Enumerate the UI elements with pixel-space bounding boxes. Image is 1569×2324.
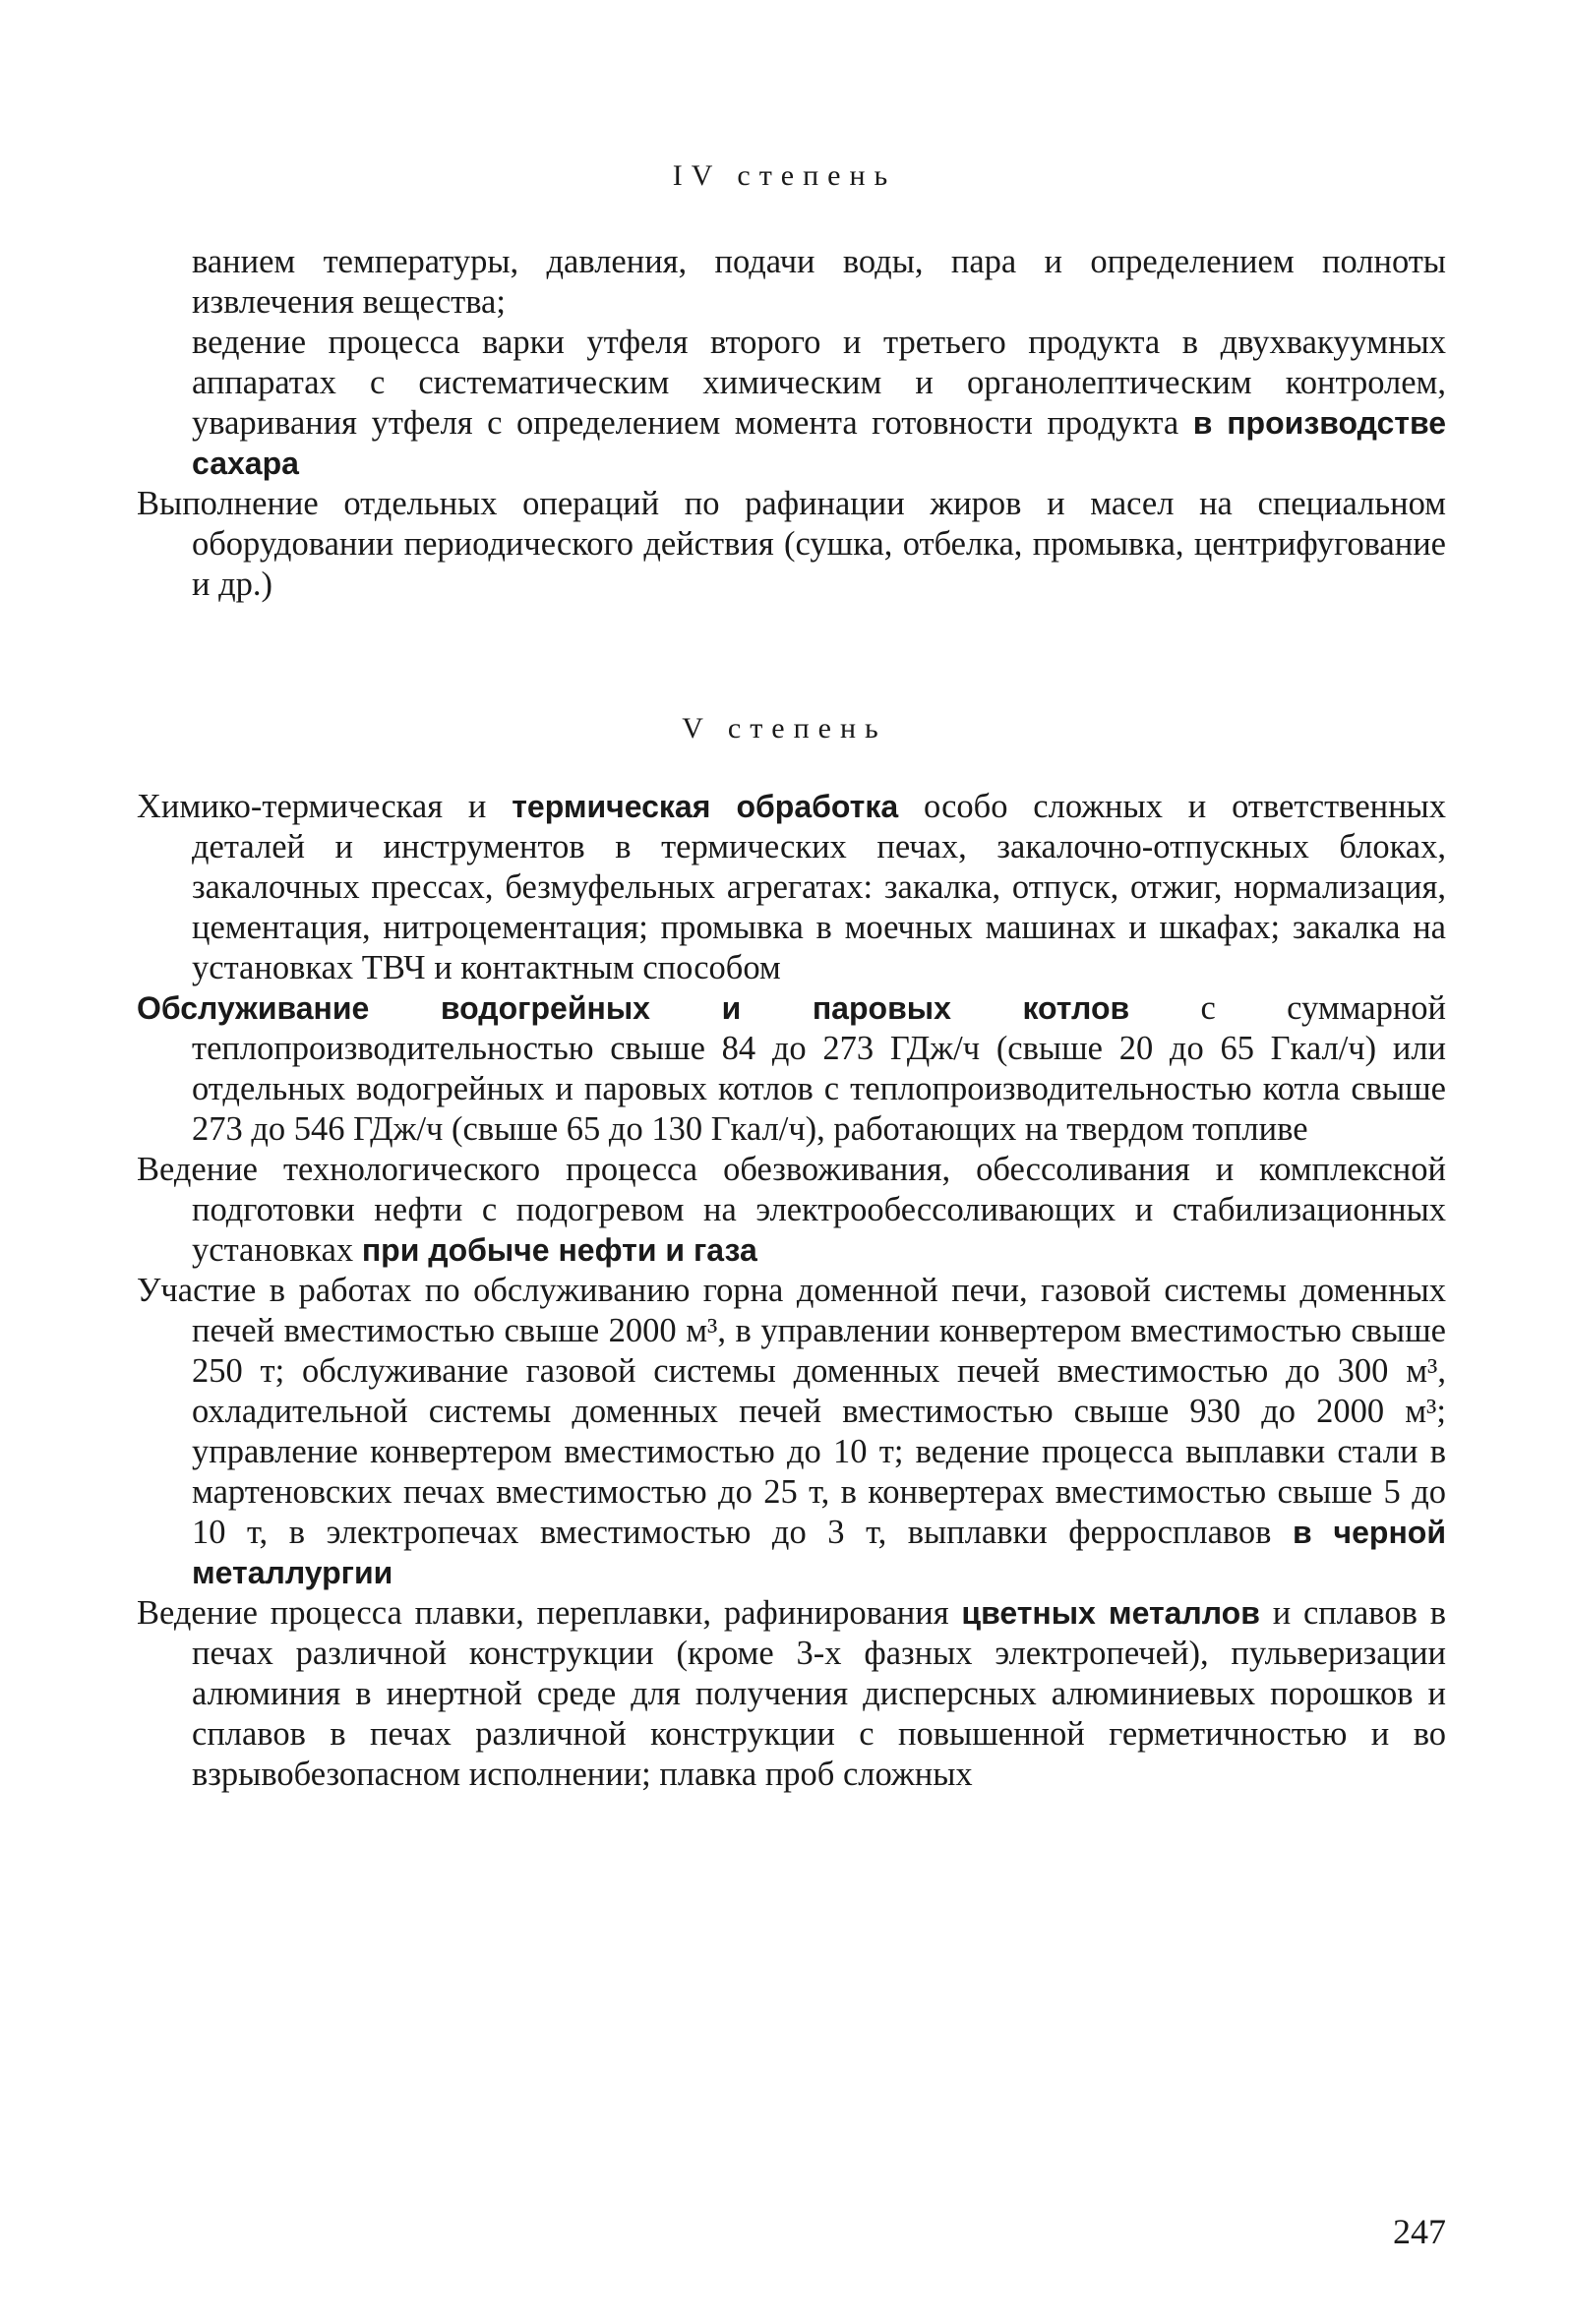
list-item bbox=[0, 323, 1446, 484]
entry-keyword: Обслуживание водогрейных и паровых котлов bbox=[137, 990, 1130, 1026]
list-item bbox=[0, 484, 1446, 605]
entry-industry: при добыче нефти и газа bbox=[361, 1232, 757, 1268]
list-item bbox=[0, 1593, 1446, 1795]
entry-text-post: с суммарной теплопроизводительностью свыше 84 до 273 ГДж/ч (свыше 20 до 65 Гкал/ч) или отдельных водогрейных и паровых котлов с теплопроизводительностью котла свыше 273 до 546 ГДж/ч (свыше 65 до 130 Гкал/ч), работающих на твердом топливе bbox=[192, 989, 1446, 1148]
list-item bbox=[0, 242, 1446, 323]
page-number: 247 bbox=[1393, 2212, 1446, 2251]
entry-text-post: и сплавов в печах различной конструкции (кроме 3-х фазных электропечей), пульверизации алюминия в инертной среде для получения дисперсных алюминиевых порошков и сплавов в печах различной конструкции с повышенной герметичностью и во взрывобезопасном исполнении; плавка проб сложных bbox=[192, 1594, 1447, 1793]
list-item bbox=[0, 787, 1446, 988]
entry-text: ванием температуры, давления, подачи воды, пара и определением полноты извлечения вещества; bbox=[192, 243, 1446, 321]
entry-text: Выполнение отдельных операций по рафинации жиров и масел на специальном оборудовании периодического действия (сушка, отбелка, промывка, центрифугование и др.) bbox=[137, 485, 1446, 603]
section-iv-list bbox=[0, 242, 1446, 605]
entry-text-pre: Участие в работах по обслуживанию горна доменной печи, газовой системы доменных печей вместимостью свыше 2000 м³, в управлении конвертером вместимостью свыше 250 т; обслуживание газовой системы доменных печей вместимостью до 300 м³, охладительной системы доменных печей вместимостью свыше 930 до 2000 м³; управление конвертером вместимостью до 10 т; ведение процесса выплавки стали в мартеновских печах вместимостью до 25 т, в конвертерах вместимостью свыше 5 до 10 т, в электропечах вместимостью до 3 т, выплавки ферросплавов bbox=[137, 1272, 1446, 1551]
entry-industry: цветных металлов bbox=[961, 1595, 1260, 1631]
entry-industry: в производстве сахара bbox=[192, 405, 1447, 481]
entry-text-pre: Химико-термическая и bbox=[137, 788, 513, 825]
entry-industry: в черной металлургии bbox=[192, 1515, 1447, 1590]
entry-text-pre: Ведение процесса плавки, переплавки, рафинирования bbox=[137, 1594, 962, 1632]
list-item bbox=[0, 1271, 1446, 1593]
list-item bbox=[0, 1150, 1446, 1271]
entry-text-post: особо сложных и ответственных деталей и инструментов в термических печах, закалочно-отпускных блоках, закалочных прессах, безмуфельных агрегатах: закалка, отпуск, отжиг, нормализация, цементация, нитроцементация; промывка в моечных машинах и шкафах; закалка на установках ТВЧ и контактным способом bbox=[192, 788, 1446, 986]
entry-text: ведение процесса варки утфеля второго и третьего продукта в двухвакуумных аппаратах с систематическим химическим и органолептическим контролем, уваривания утфеля с определением момента готовности продукта bbox=[192, 324, 1446, 442]
section-v-list bbox=[0, 787, 1446, 1795]
list-item bbox=[0, 988, 1446, 1150]
section-heading-v: V степень bbox=[682, 712, 887, 745]
entry-keyword: термическая обработка bbox=[512, 789, 899, 824]
entry-text-pre: Ведение технологического процесса обезвоживания, обессоливания и комплексной подготовки нефти с подогревом на электрообессоливающих и стабилизационных установках bbox=[137, 1151, 1446, 1269]
section-heading-iv: IV степень bbox=[672, 159, 897, 192]
